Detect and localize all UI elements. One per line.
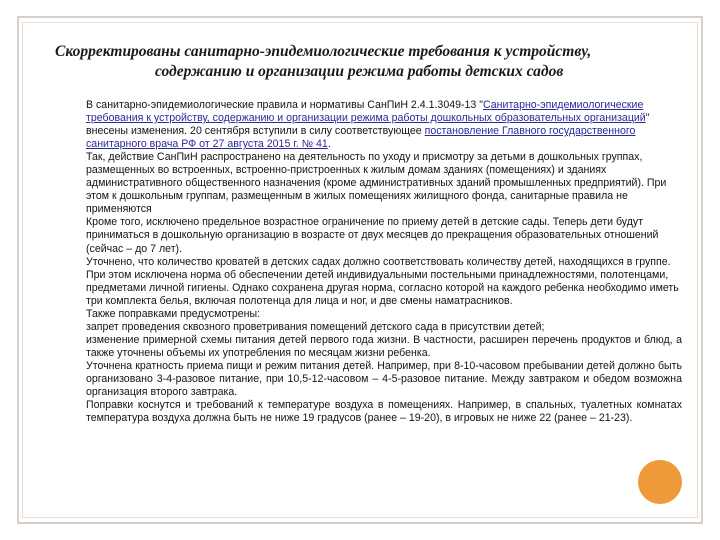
decorative-circle	[638, 460, 682, 504]
paragraph-intro	[86, 99, 682, 151]
title-line-1: Скорректированы санитарно-эпидемиологические требования к устройству,	[55, 43, 592, 60]
intro-end: .	[327, 138, 331, 151]
paragraph-scope: Так, действие СанПиН распространено на деятельность по уходу и присмотру за детьми в дошкольных группах, размещенных во встроенных, встроенно-пристроенных к жилым домам зданиях (помещениях) и зданиях административного общественного назначения (кроме административных зданий промышленных предприятий). При этом к дошкольным группам, размещенным в жилых помещениях жилищного фонда, санитарные правила не применяются	[86, 151, 667, 216]
paragraph-meal-frequency: Уточнена кратность приема пищи и режим питания детей. Например, при 8-10-часовом пребывании детей должно быть организовано 3-4-разовое питание, при 10,5-12-часовом – 4-5-разовое питание. Между завтраком и обедом возможна организация второго завтрака.	[86, 359, 682, 399]
slide-title	[55, 42, 685, 82]
paragraph-amendments-intro: Также поправками предусмотрены:	[86, 307, 261, 320]
paragraph-beds: Уточнено, что количество кроватей в детских садах должно соответствовать количеству детей, находящихся в группе. При этом исключена норма об обеспечении детей индивидуальными постельными принадлежностями, полотенцами, предметами личной гигиены. Однако сохранена другая норма, согласно которой на каждого ребенка необходимо иметь три комплекта белья, включая полотенца для лица и ног, и две смены наматрасников.	[86, 255, 679, 307]
sanpin-title-link[interactable]: Санитарно-эпидемиологические требования к устройству, содержанию и организации режима работы дошкольных образовательных организаций	[86, 99, 646, 125]
paragraph-age: Кроме того, исключено предельное возрастное ограничение по приему детей в детские сады. Теперь дети будут приниматься в дошкольную организацию в возрасте от двух месяцев до прекращения образовательных отношений (сейчас – до 7 лет).	[86, 216, 659, 255]
intro-prefix: В санитарно-эпидемиологические правила и нормативы СанПиН 2.4.1.3049-13 "	[86, 99, 484, 111]
paragraph-ventilation: запрет проведения сквозного проветривания помещений детского сада в присутствии детей;	[86, 320, 545, 333]
title-line-2: содержанию и организации режима работы детских садов	[155, 63, 564, 80]
intro-mid: " внесены изменения. 20 сентября вступили в силу соответствующее	[86, 112, 650, 138]
paragraph-nutrition-scheme: изменение примерной схемы питания детей первого года жизни. В частности, расширен перечень продуктов и блюд, а также уточнены объемы их употребления по месяцам жизни ребенка.	[86, 333, 682, 359]
paragraph-temperature: Поправки коснутся и требований к температуре воздуха в помещениях. Например, в спальных, туалетных комнатах температура воздуха должна быть не ниже 19 градусов (ранее – 19-20), в игровых не ниже 22 (ранее – 21-23).	[86, 399, 682, 425]
slide-body	[86, 99, 682, 425]
decree-link[interactable]: постановление Главного государственного санитарного врача РФ от 27 августа 2015 г. № 41	[86, 125, 636, 151]
